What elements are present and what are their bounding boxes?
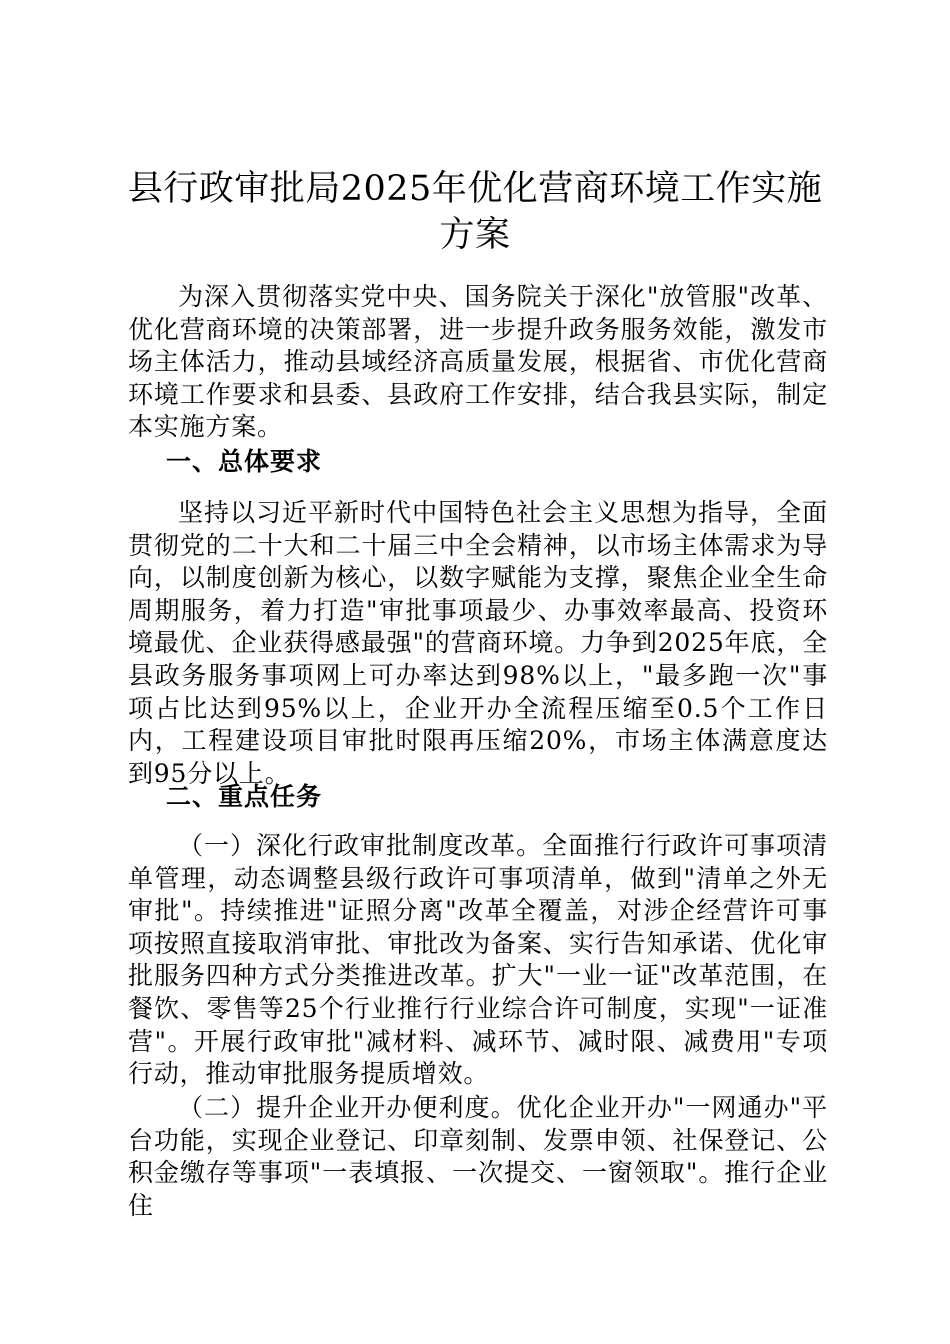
document-title: 县行政审批局2025年优化营商环境工作实施方案 — [127, 169, 823, 255]
section-heading-key-tasks: 二、重点任务 — [166, 782, 323, 811]
task-item-approval-reform: （一）深化行政审批制度改革。全面推行行政许可事项清单管理，动态调整县级行政许可事项清单，做到"清单之外无审批"。持续推进"证照分离"改革全覆盖，对涉企经营许可事项按照直接取消审批、审批改为备案、实行告知承诺、优化审批服务四种方式分类推进改革。扩大"一业一证"改革范围，在餐饮、零售等25个行业推行行业综合许可制度，实现"一证准营"。开展行政审批"减材料、减环节、减时限、减费用"专项行动，推动审批服务提质增效。 — [128, 831, 828, 1089]
intro-paragraph: 为深入贯彻落实党中央、国务院关于深化"放管服"改革、优化营商环境的决策部署，进一步提升政务服务效能，激发市场主体活力，推动县域经济高质量发展，根据省、市优化营商环境工作要求和县委、县政府工作安排，结合我县实际，制定本实施方案。 — [128, 282, 828, 442]
overall-requirements-paragraph: 坚持以习近平新时代中国特色社会主义思想为指导，全面贯彻党的二十大和二十届三中全会精神，以市场主体需求为导向，以制度创新为核心，以数字赋能为支撑，聚焦企业全生命周期服务，着力打造"审批事项最少、办事效率最高、投资环境最优、企业获得感最强"的营商环境。力争到2025年底，全县政务服务事项网上可办率达到98%以上，"最多跑一次"事项占比达到95%以上，企业开办全流程压缩至0.5个工作日内，工程建设项目审批时限再压缩20%，市场主体满意度达到95分以上。 — [128, 498, 828, 788]
task-item-business-startup: （二）提升企业开办便利度。优化企业开办"一网通办"平台功能，实现企业登记、印章刻制、发票申领、社保登记、公积金缴存等事项"一表填报、一次提交、一窗领取"。推行企业住 — [128, 1093, 828, 1220]
section-heading-overall-requirements: 一、总体要求 — [166, 447, 323, 476]
